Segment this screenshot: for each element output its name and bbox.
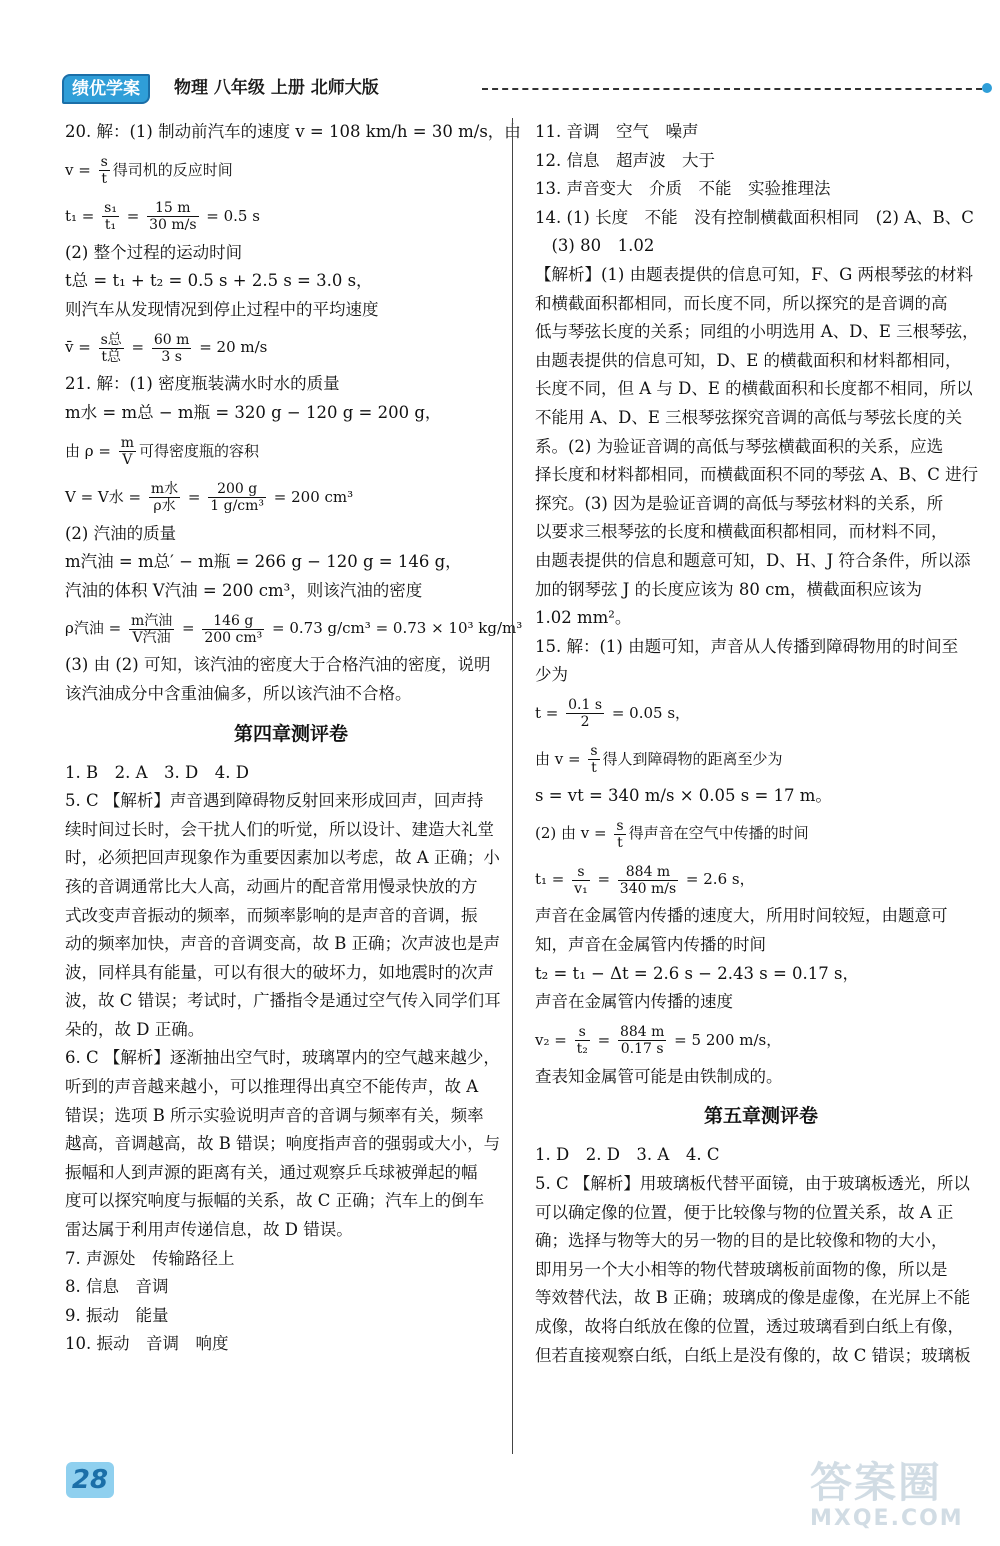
text-line: 12. 信息 超声波 大于 [535, 150, 715, 170]
text-line: 错误；选项 B 所示实验说明声音的音调与频率有关，频率 [65, 1105, 484, 1125]
formula-line [535, 856, 987, 902]
formula-text: ρ汽油 = [65, 619, 126, 638]
text-line: t总 = t₁ + t₂ = 0.5 s + 2.5 s = 3.0 s， [65, 271, 373, 291]
fraction [99, 154, 110, 187]
formula-text: = 200 cm³ [269, 487, 354, 506]
fraction-denominator: 30 m/s [149, 217, 197, 234]
fraction-numerator: 15 m [147, 200, 198, 217]
fraction-numerator: s [100, 154, 108, 171]
formula-text: = 0.73 g/cm³ = 0.73 × 10³ kg/m³ [267, 619, 523, 638]
formula-text: (2) 由 v = [535, 824, 612, 843]
formula-text: v = [65, 160, 96, 179]
fraction-denominator: t₂ [576, 1041, 588, 1058]
fraction-denominator: 2 [580, 714, 590, 731]
formula-text: 得声音在空气中传播的时间 [628, 824, 809, 843]
formula-text: v₂ = [535, 1030, 572, 1049]
text-line: 听到的声音越来越小，可以推理得出真空不能传声，故 A [65, 1077, 479, 1097]
fraction-denominator: 3 s [161, 348, 182, 365]
formula-line [535, 690, 987, 736]
formula-text: 由 v = [535, 749, 586, 768]
fraction-numerator: m水 [150, 481, 179, 498]
text-line: 成像，故将白纸放在像的位置，透过玻璃看到白纸上有像， [535, 1317, 964, 1336]
fraction [152, 332, 192, 365]
text-line: 探究。(3) 因为是验证音调的高低与琴弦材料的关系，所 [535, 493, 944, 513]
text-line: 低与琴弦长度的关系；同组的小明选用 A、D、E 三根琴弦， [535, 322, 979, 342]
formula-text: v̄ = [65, 338, 96, 357]
text-line: (3) 80 1.02 [535, 236, 655, 256]
text-line: 10. 振动 音调 响度 [65, 1334, 229, 1354]
formula-line [65, 193, 517, 239]
fraction-denominator: 1 g/cm³ [210, 498, 265, 515]
text-line: 可以确定像的位置，便于比较像与物的位置关系，故 A 正 [535, 1202, 954, 1222]
fraction-numerator: s [590, 743, 598, 760]
fraction-numerator: 146 g [202, 613, 264, 630]
formula-text: 可得密度瓶的容积 [138, 441, 259, 460]
fraction-numerator: 60 m [153, 331, 190, 348]
fraction [575, 1024, 590, 1057]
fraction [129, 613, 174, 646]
text-line: 8. 信息 音调 [65, 1277, 169, 1297]
text-line: 波，故 C 错误；考试时，广播指令是通过空气传入同学们耳 [65, 991, 501, 1011]
watermark-url: MXQE.COM [810, 1506, 964, 1531]
text-line: 时，必须把回声现象作为重要因素加以考虑，故 A 正确；小 [65, 848, 500, 868]
fraction-denominator: t [617, 834, 623, 851]
formula-text: t₁ = [65, 206, 100, 225]
text-line: 不能用 A、D、E 三根琴弦探究音调的高低与琴弦长度的关 [535, 407, 963, 427]
text-line: 确；选择与物等大的另一物的目的是比较像和物的大小， [535, 1231, 948, 1251]
watermark-logo [810, 1460, 990, 1540]
fraction-numerator: s [616, 817, 624, 834]
text-line: 由题表提供的信息可知，D、E 的横截面积和材料都相同， [535, 350, 962, 370]
formula-text: = [126, 338, 149, 357]
column-divider [512, 118, 513, 1454]
formula-line [65, 474, 517, 520]
formula-text: = 20 m/s [194, 338, 268, 357]
fraction-numerator: 200 g [208, 481, 266, 498]
fraction-denominator: V汽油 [132, 629, 171, 646]
formula-text: 由 ρ = [65, 441, 116, 460]
fraction [119, 435, 136, 468]
page-header [62, 74, 994, 102]
text-line: m水 = m总 − m瓶 = 320 g − 120 g = 200 g， [65, 402, 442, 422]
left-column [65, 118, 523, 1359]
formula-text: t₁ = [535, 870, 570, 889]
fraction-numerator: s总 [100, 331, 122, 348]
formula-line [535, 810, 987, 856]
fraction-numerator: 0.1 s [568, 697, 603, 714]
formula-line [65, 428, 517, 474]
fraction-denominator: 0.17 s [620, 1041, 664, 1058]
formula-line [535, 1017, 987, 1063]
book-subject: 物理 八年级 上册 北师大版 [174, 78, 379, 98]
fraction [202, 613, 264, 646]
text-line: 知，声音在金属管内传播的时间 [535, 935, 766, 955]
text-line: 15. 解：(1) 由题可知，声音从人传播到障碍物用的时间至 [535, 636, 959, 656]
text-line: 7. 声源处 传输路径上 [65, 1248, 235, 1268]
text-line: 即用另一个大小相等的物代替玻璃板前面物的像，所以是 [535, 1259, 948, 1279]
text-line: 择长度和材料都相同，而横截面积不同的琴弦 A、B、C 进行 [535, 465, 979, 485]
formula-text: = 2.6 s， [681, 870, 755, 889]
header-dot-icon [982, 83, 992, 93]
text-line: 声音在金属管内传播的速度大，所用时间较短，由题意可 [535, 906, 948, 926]
fraction-denominator: ρ水 [153, 498, 176, 515]
text-line: 21. 解：(1) 密度瓶装满水时水的质量 [65, 374, 340, 394]
text-line: 9. 振动 能量 [65, 1305, 169, 1325]
fraction-denominator: t [101, 171, 107, 188]
text-line: 度可以探究响度与振幅的关系，故 C 正确；汽车上的倒车 [65, 1191, 485, 1211]
text-line: 式改变声音振动的频率，而频率影响的是声音的音调，振 [65, 905, 478, 925]
text-line: 越高，音调越高，故 B 错误；响度指声音的强弱或大小，与 [65, 1134, 501, 1154]
text-line: t₂ = t₁ − Δt = 2.6 s − 2.43 s = 0.17 s， [535, 963, 859, 983]
fraction-denominator: V [122, 452, 133, 469]
text-line: 11. 音调 空气 噪声 [535, 122, 699, 141]
fraction [572, 864, 590, 897]
text-line: 20. 解：(1) 制动前汽车的速度 v = 108 km/h = 30 m/s，由 [65, 122, 521, 141]
formula-text: = 5 200 m/s， [669, 1030, 782, 1049]
fraction [149, 481, 180, 514]
fraction-numerator: s₁ [104, 200, 117, 217]
watermark-text: 答案圈 [810, 1458, 943, 1507]
text-line: 少为 [535, 665, 568, 685]
fraction [99, 332, 124, 365]
formula-text: t = [535, 703, 564, 722]
fraction [588, 743, 599, 776]
fraction-numerator: m [120, 435, 134, 452]
formula-text: 得司机的反应时间 [112, 160, 233, 179]
text-line: 5. C 【解析】声音遇到障碍物反射回来形成回声，回声持 [65, 791, 484, 811]
fraction-numerator: s [575, 1024, 590, 1041]
text-line: (3) 由 (2) 可知，该汽油的密度大于合格汽油的密度，说明 [65, 655, 491, 675]
text-line: 动的频率加快，声音的音调变高，故 B 正确；次声波也是声 [65, 934, 501, 954]
text-line: 声音在金属管内传播的速度 [535, 992, 733, 1012]
text-line: (2) 整个过程的运动时间 [65, 242, 243, 262]
fraction [102, 200, 119, 233]
text-line: 朵的，故 D 正确。 [65, 1019, 205, 1039]
formula-line [65, 147, 517, 193]
text-line: 雷达属于利用声传递信息，故 D 错误。 [65, 1220, 353, 1240]
formula-text: = [121, 206, 145, 225]
fraction [147, 200, 198, 233]
fraction [618, 864, 678, 897]
formula-line [65, 324, 517, 370]
section-heading: 第五章测评卷 [703, 1105, 818, 1128]
text-line: 查表知金属管可能是由铁制成的。 [535, 1066, 783, 1086]
text-line: 波，同样具有能量，可以有很大的破坏力，如地震时的次声 [65, 962, 494, 982]
text-line: 1.02 mm²。 [535, 608, 632, 628]
fraction-denominator: 200 cm³ [204, 629, 263, 646]
text-line: 和横截面积都相同，而长度不同，所以探究的是音调的高 [535, 293, 948, 313]
text-line: 以要求三根琴弦的长度和横截面积都相同，而材料不同， [535, 522, 948, 542]
text-line: 【解析】(1) 由题表提供的信息可知，F、G 两根琴弦的材料 [535, 264, 973, 284]
text-line: 续时间过长时，会干扰人们的听觉，所以设计、建造大礼堂 [65, 819, 494, 839]
formula-text: = 0.5 s [201, 206, 260, 225]
fraction-numerator: 884 m [618, 864, 678, 881]
text-line: 汽油的体积 V汽油 = 200 cm³，则该汽油的密度 [65, 580, 423, 600]
text-line: 孩的音调通常比大人高，动画片的配音常用慢录快放的方 [65, 876, 478, 896]
text-line: 该汽油成分中含重油偏多，所以该汽油不合格。 [65, 683, 412, 703]
text-line: (2) 汽油的质量 [65, 523, 177, 543]
formula-text: = 0.05 s， [607, 703, 691, 722]
text-line: 1. D 2. D 3. A 4. C [535, 1145, 720, 1165]
header-dash-line [482, 88, 982, 90]
formula-text: 得人到障碍物的距离至少为 [602, 749, 783, 768]
text-line: 14. (1) 长度 不能 没有控制横截面积相同 (2) A、B、C [535, 207, 974, 227]
text-line: 13. 声音变大 介质 不能 实验推理法 [535, 179, 831, 199]
formula-text: = [592, 1030, 615, 1049]
text-line: 由题表提供的信息和题意可知，D、H、J 符合条件，所以添 [535, 550, 971, 570]
formula-text: = [592, 870, 615, 889]
formula-text: = [183, 487, 206, 506]
formula-line [65, 605, 523, 651]
fraction-denominator: 340 m/s [619, 880, 677, 897]
formula-text: = [177, 619, 200, 638]
page-number: 28 [66, 1462, 114, 1498]
formula-line [535, 736, 987, 782]
fraction-denominator: t [591, 760, 597, 777]
text-line: m汽油 = m总′ − m瓶 = 266 g − 120 g = 146 g， [65, 552, 462, 572]
fraction-numerator: m汽油 [130, 612, 173, 629]
text-line: 1. B 2. A 3. D 4. D [65, 762, 249, 782]
fraction-numerator: 884 m [619, 1024, 665, 1041]
text-line: 但若直接观察白纸，白纸上是没有像的，故 C 错误；玻璃板 [535, 1345, 971, 1365]
section-heading: 第四章测评卷 [233, 722, 348, 745]
fraction [614, 818, 625, 851]
fraction-numerator: s [572, 864, 590, 881]
fraction-denominator: v₁ [574, 880, 588, 897]
text-line: 加的钢琴弦 J 的长度应该为 80 cm，横截面积应该为 [535, 579, 922, 599]
text-line: 等效替代法，故 B 正确；玻璃成的像是虚像，在光屏上不能 [535, 1288, 971, 1308]
text-line: s = vt = 340 m/s × 0.05 s = 17 m。 [535, 785, 832, 805]
text-line: 6. C 【解析】逐渐抽出空气时，玻璃罩内的空气越来越少， [65, 1048, 500, 1068]
text-line: 长度不同，但 A 与 D、E 的横截面积和长度都不相同，所以 [535, 379, 973, 399]
text-line: 5. C 【解析】用玻璃板代替平面镜，由于玻璃板透光，所以 [535, 1174, 970, 1194]
fraction [208, 481, 266, 514]
formula-text: V = V水 = [65, 487, 146, 506]
book-logo: 绩优学案 [62, 74, 150, 104]
fraction [618, 1024, 666, 1057]
right-column [535, 118, 987, 1370]
fraction [566, 697, 604, 730]
text-line: 振幅和人到声源的距离有关，通过观察乒乓球被弹起的幅 [65, 1162, 478, 1182]
text-line: 系。(2) 为验证音调的高低与琴弦横截面积的关系，应选 [535, 436, 944, 456]
fraction-denominator: t₁ [104, 217, 117, 234]
text-line: 则汽车从发现情况到停止过程中的平均速度 [65, 299, 379, 319]
fraction-denominator: t总 [101, 348, 121, 365]
